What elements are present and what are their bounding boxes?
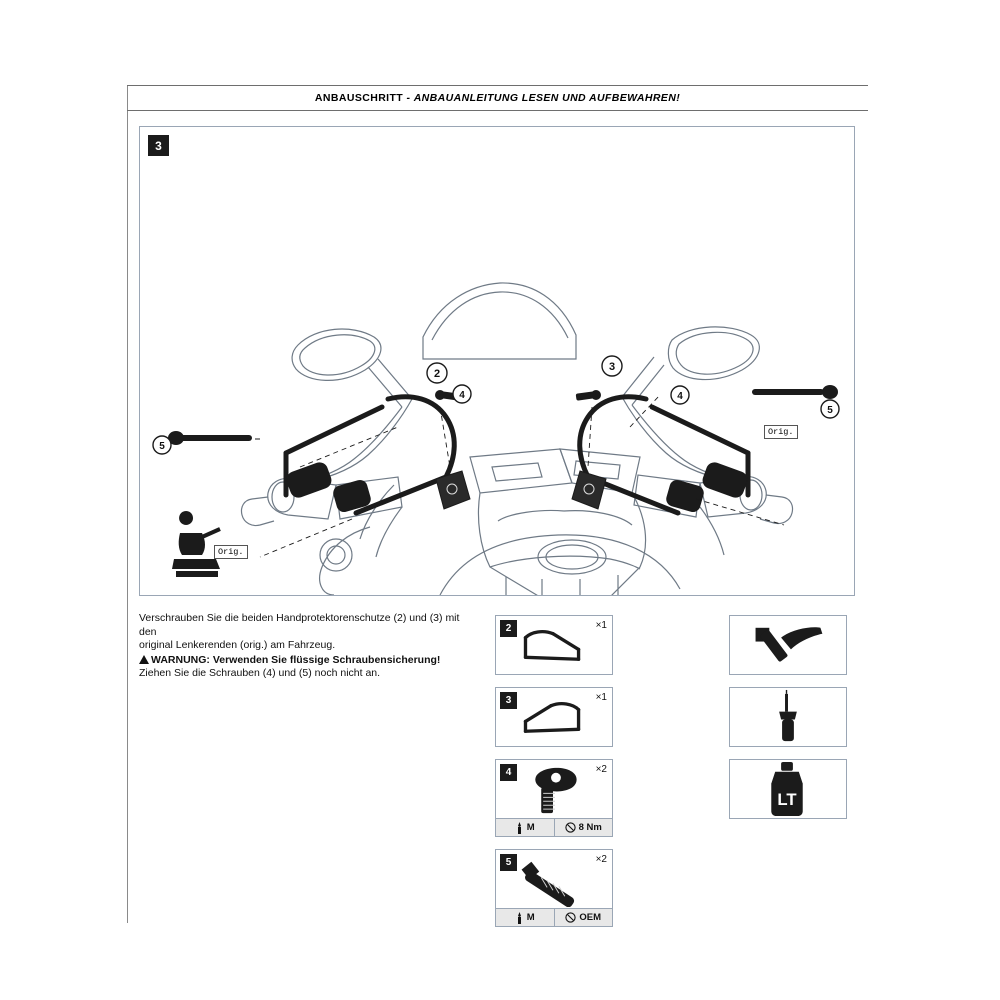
handguard-bracket-right-icon [496,688,612,745]
part-4-spec-threadlock-label: M [526,822,535,833]
step-number-badge: 3 [148,135,169,156]
part-4-spec-torque [554,819,613,836]
orig-label-left: Orig. [214,545,248,559]
rider-on-motorcycle-icon [172,511,220,577]
svg-text:4: 4 [459,390,465,401]
threadlock-icon [515,912,524,924]
tool-box-threadlocker [729,759,847,819]
instructions-block [139,612,469,681]
torque-icon [565,912,576,923]
svg-text:LT: LT [777,790,797,810]
warning-triangle-icon [139,655,149,664]
tool-box-torque-wrench [729,687,847,747]
threadlocker-bottle-icon [730,760,846,819]
part-number-5: 5 [500,854,517,871]
part-number-2: 2 [500,620,517,637]
warning-line [139,654,469,668]
tools-list [729,615,847,831]
svg-text:3: 3 [608,361,616,373]
instruction-line-1: Verschrauben Sie die beiden Handprotektorenschutze (2) und (3) mit den [139,612,460,638]
part-5-spec-torque-label: OEM [579,912,602,923]
part-quantity-2: ×1 [595,620,607,631]
long-screw-icon [496,850,612,907]
threadlock-icon [515,822,524,834]
part-quantity-4: ×2 [595,764,607,775]
part-5-spec-threadlock-label: M [526,912,535,923]
instruction-line-3: Ziehen Sie die Schrauben (4) und (5) noch nicht an. [139,667,381,679]
header-title-separator: - [406,92,411,104]
header-title-bold: ANBAUSCHRITT [314,92,404,104]
svg-text:5: 5 [159,441,165,452]
svg-text:2: 2 [433,368,441,380]
part-box-2 [495,615,613,675]
part-5-spec-torque [554,909,613,926]
torque-icon [565,822,576,833]
svg-text:5: 5 [827,405,833,416]
header-title [315,92,680,104]
part-box-5 [495,849,613,927]
sheet-header [127,85,868,111]
part-4-specs [496,818,612,836]
parts-list [495,615,613,939]
part-number-4: 4 [500,764,517,781]
part-5-spec-threadlock [496,909,554,926]
allen-key-icon [730,616,846,675]
part-4-spec-torque-label: 8 Nm [578,822,602,833]
handguard-bracket-left-icon [496,616,612,673]
orig-label-right: Orig. [764,425,798,439]
warning-text: WARNUNG: Verwenden Sie flüssige Schraubensicherung! [151,653,441,666]
part-quantity-5: ×2 [595,854,607,865]
instruction-sheet [127,85,868,923]
part-box-4 [495,759,613,837]
assembly-illustration [140,127,854,595]
part-box-3 [495,687,613,747]
torque-wrench-icon [730,688,846,747]
header-title-italic: ANBAUANLEITUNG LESEN UND AUFBEWAHREN! [413,92,681,104]
tool-box-allen-key [729,615,847,675]
part-5-specs [496,908,612,926]
svg-text:4: 4 [677,391,683,402]
button-head-screw-icon [496,760,612,817]
instruction-line-2: original Lenkerenden (orig.) am Fahrzeug. [139,639,336,651]
part-number-3: 3 [500,692,517,709]
part-quantity-3: ×1 [595,692,607,703]
part-4-spec-threadlock [496,819,554,836]
illustration-frame [139,126,855,596]
